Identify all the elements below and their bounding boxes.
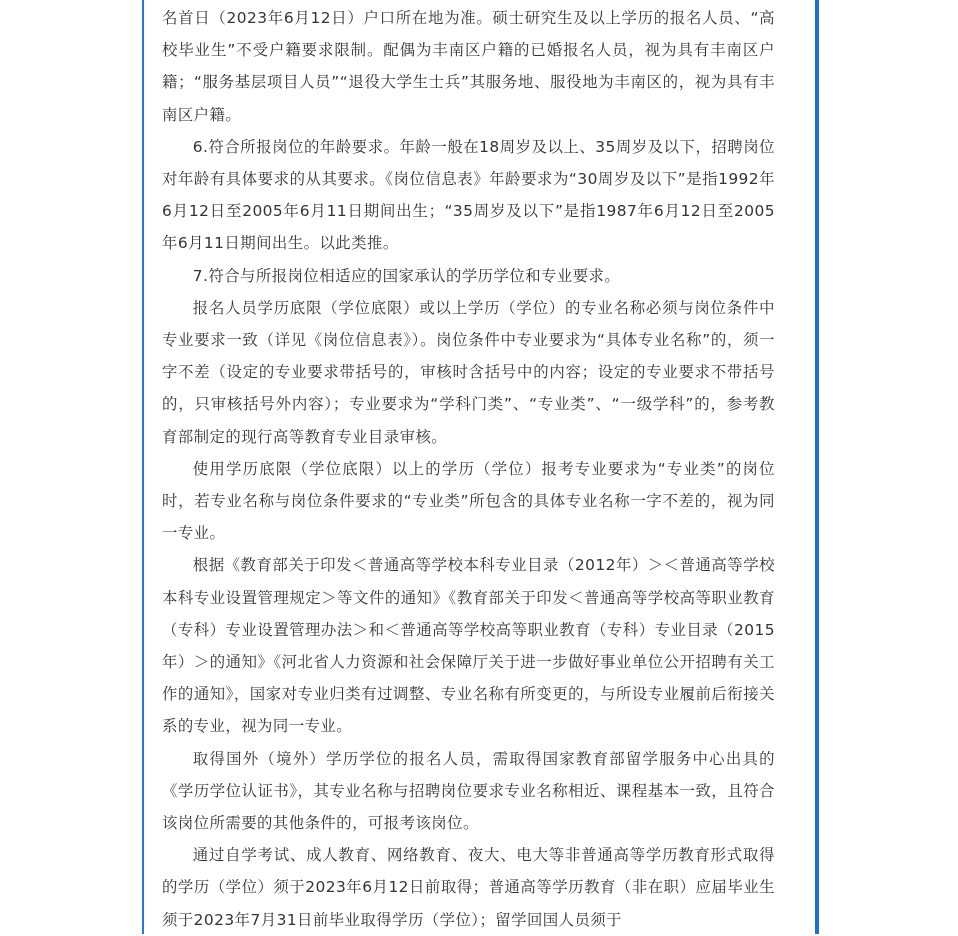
left-border-line — [142, 0, 144, 934]
paragraph-household-registration: 名首日（2023年6月12日）户口所在地为准。硕士研究生及以上学历的报名人员、“高校毕业生”不受户籍要求限制。配偶为丰南区户籍的已婚报名人员，视为具有丰南区户籍；“服务基层项目人员”“退役大学生士兵”其服务地、服役地为丰南区的，视为具有丰南区户籍。 — [162, 9, 775, 124]
paragraph-age-requirement: 6.符合所报岗位的年龄要求。年龄一般在18周岁及以上、35周岁及以下，招聘岗位对年龄有具体要求的从其要求。《岗位信息表》年龄要求为“30周岁及以下”是指1992年6月12日至2005年6月11日期间出生；“35周岁及以下”是指1987年6月12日至2005年6月11日期间出生。以此类推。 — [162, 137, 775, 253]
paragraph-major-category: 使用学历底限（学位底限）以上的学历（学位）报考专业要求为“专业类”的岗位时，若专业名称与岗位条件要求的“专业类”所包含的具体专业名称一字不差的，视为同一专业。 — [162, 459, 775, 543]
paragraph-major-consistency: 报名人员学历底限（学位底限）或以上学历（学位）的专业名称必须与岗位条件中专业要求一致（详见《岗位信息表》）。岗位条件中专业要求为“具体专业名称”的，须一字不差（设定的专业要求带括号的，审核时含括号中的内容；设定的专业要求不带括号的，只审核括号外内容）；专业要求为“学科门类”、“专业类”、“一级学科”的，参考教育部制定的现行高等教育专业目录审核。 — [162, 298, 775, 446]
paragraph-foreign-degree: 取得国外（境外）学历学位的报名人员，需取得国家教育部留学服务中心出具的《学历学位认证书》，其专业名称与招聘岗位要求专业名称相近、课程基本一致，且符合该岗位所需要的其他条件的，可报考该岗位。 — [162, 749, 775, 833]
article-body — [162, 0, 775, 936]
paragraph-degree-deadline: 通过自学考试、成人教育、网络教育、夜大、电大等非普通高等学历教育形式取得的学历（学位）须于2023年6月12日前取得；普通高等学历教育（非在职）应届毕业生须于2023年7月31日前毕业取得学历（学位）；留学回国人员须于 — [162, 846, 775, 929]
paragraph-catalog-reference: 根据《教育部关于印发＜普通高等学校本科专业目录（2012年）＞＜普通高等学校本科专业设置管理规定＞等文件的通知》《教育部关于印发＜普通高等学校高等职业教育（专科）专业设置管理办法＞和＜普通高等学校高等职业教育（专科）专业目录（2015年）＞的通知》《河北省人力资源和社会保障厅关于进一步做好事业单位公开招聘有关工作的通知》，国家对专业归类有过调整、专业名称有所变更的，与所设专业履前后衔接关系的专业，视为同一专业。 — [162, 556, 775, 736]
right-border-line — [815, 0, 819, 934]
paragraph-education-requirement: 7.符合与所报岗位相适应的国家承认的学历学位和专业要求。 — [192, 266, 621, 285]
